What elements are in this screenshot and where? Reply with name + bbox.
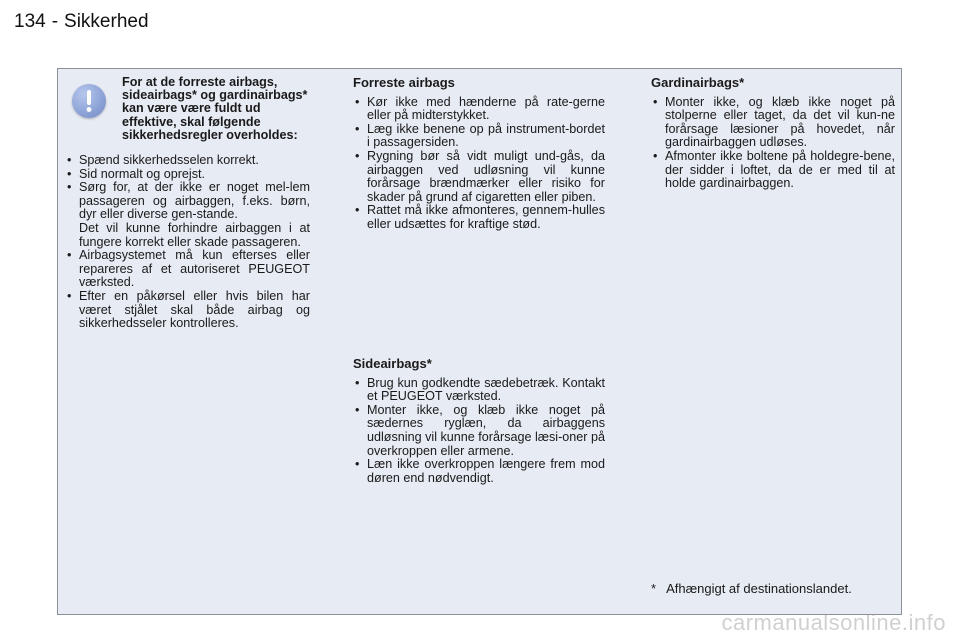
footnote: [651, 581, 852, 596]
front-airbags-heading: Forreste airbags: [353, 75, 455, 90]
warning-column: [65, 76, 310, 331]
curtain-airbags-list: [651, 96, 895, 191]
side-airbags-list: [353, 377, 605, 486]
list-item: • Airbagsystemet må kun efterses eller repareres af et autoriseret PEUGEOT værksted.: [65, 249, 310, 290]
side-airbags-section: [353, 357, 605, 485]
list-item: • Sørg for, at der ikke er noget mel-lem passageren og airbaggen, f.eks. børn, dyr eller diverse gen-stande.: [65, 181, 310, 222]
side-airbags-heading: Sideairbags*: [353, 356, 432, 371]
safety-panel: [57, 68, 902, 615]
list-item: • Brug kun godkendte sædebetræk. Kontakt et PEUGEOT værksted.: [353, 377, 605, 404]
list-item: • Læn ikke overkroppen længere frem mod døren end nødvendigt.: [353, 458, 605, 485]
front-airbags-section: [353, 76, 605, 232]
footnote-text: Afhængigt af destinationslandet.: [666, 581, 852, 596]
warning-header: [65, 76, 310, 142]
watermark: carmanualsonline.info: [721, 610, 946, 635]
list-item: • Læg ikke benene op på instrument-bordet i passagersiden.: [353, 123, 605, 150]
exclamation-icon: [72, 84, 106, 118]
list-item: • Rygning bør så vidt muligt und-gås, da airbaggen ved udløsning vil kunne forårsage brændmærker eller risiko for skader på grund af cigaretten eller piben.: [353, 150, 605, 204]
page-header: [14, 11, 149, 33]
list-item: • Monter ikke, og klæb ikke noget på sædernes ryglæn, da airbaggens udløsning vil kunne forårsage læsi-oner på overkroppen eller armene.: [353, 404, 605, 458]
page-number: 134: [14, 11, 46, 32]
list-item: • Kør ikke med hænderne på rate-gerne eller på midterstykket.: [353, 96, 605, 123]
list-item: • Sid normalt og oprejst.: [65, 168, 310, 182]
warning-list: [65, 154, 310, 331]
curtain-airbags-section: [651, 76, 895, 191]
list-item: • Afmonter ikke boltene på holdegre-bene, der sidder i loftet, da de er med til at holde gardinairbaggen.: [651, 150, 895, 191]
curtain-airbags-heading: Gardinairbags*: [651, 75, 745, 90]
header-separator: -: [51, 11, 59, 32]
list-item: • Rattet må ikke afmonteres, gennem-hulles eller udsættes for kraftige stød.: [353, 204, 605, 231]
footnote-mark: *: [651, 581, 657, 596]
list-item-continuation: Det vil kunne forhindre airbaggen i at fungere korrekt eller skade passageren.: [79, 220, 310, 249]
warning-title: For at de forreste airbags, sideairbags* og gardinairbags* kan være være fuldt ud effektive, skal følgende sikkerhedsregler overholdes:: [122, 75, 308, 142]
section-title: Sikkerhed: [64, 11, 149, 32]
list-item: • Spænd sikkerhedsselen korrekt.: [65, 154, 310, 168]
front-airbags-list: [353, 96, 605, 232]
list-item: • Efter en påkørsel eller hvis bilen har været stjålet skal både airbag og sikkerhedsseler kontrolleres.: [65, 290, 310, 331]
list-item: • Monter ikke, og klæb ikke noget på stolperne eller taget, da det vil kun-ne forårsage læsioner på hovedet, når gardinairbaggen udløses.: [651, 96, 895, 150]
